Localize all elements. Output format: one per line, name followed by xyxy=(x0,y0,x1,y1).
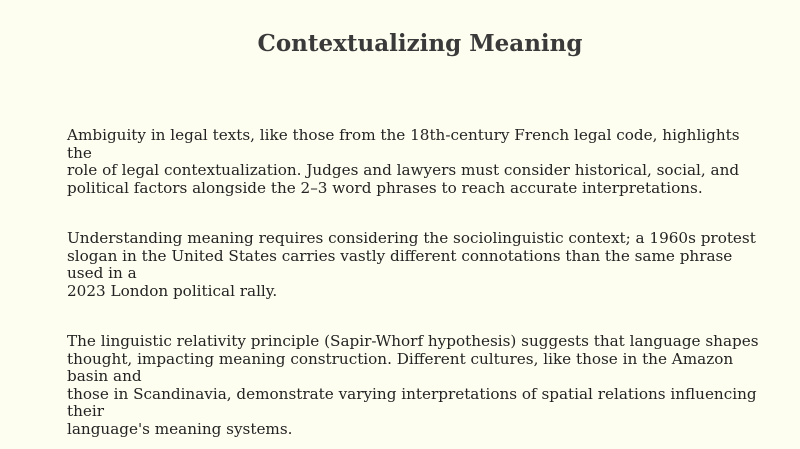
slide-title: Contextualizing Meaning xyxy=(257,30,583,57)
paragraph-sociolinguistic-context: Understanding meaning requires considering the sociolinguistic context; a 1960s protest slogan in the United States carries vastly different connotations than the same phrase used in a 2023 London political rally. xyxy=(67,229,756,300)
paragraph-legal-ambiguity: Ambiguity in legal texts, like those from the 18th-century French legal code, highlights the role of legal contextualization. Judges and lawyers must consider historical, social, and political factors alongside the 2–3 word phrases to reach accurate interpretations. xyxy=(67,126,740,197)
paragraph-linguistic-relativity: The linguistic relativity principle (Sapir-Whorf hypothesis) suggests that language shapes thought, impacting meaning construction. Different cultures, like those in the Amazon basin and those in Scandinavia, demonstrate varying interpretations of spatial relations influencing their language's meaning systems. xyxy=(67,332,759,438)
